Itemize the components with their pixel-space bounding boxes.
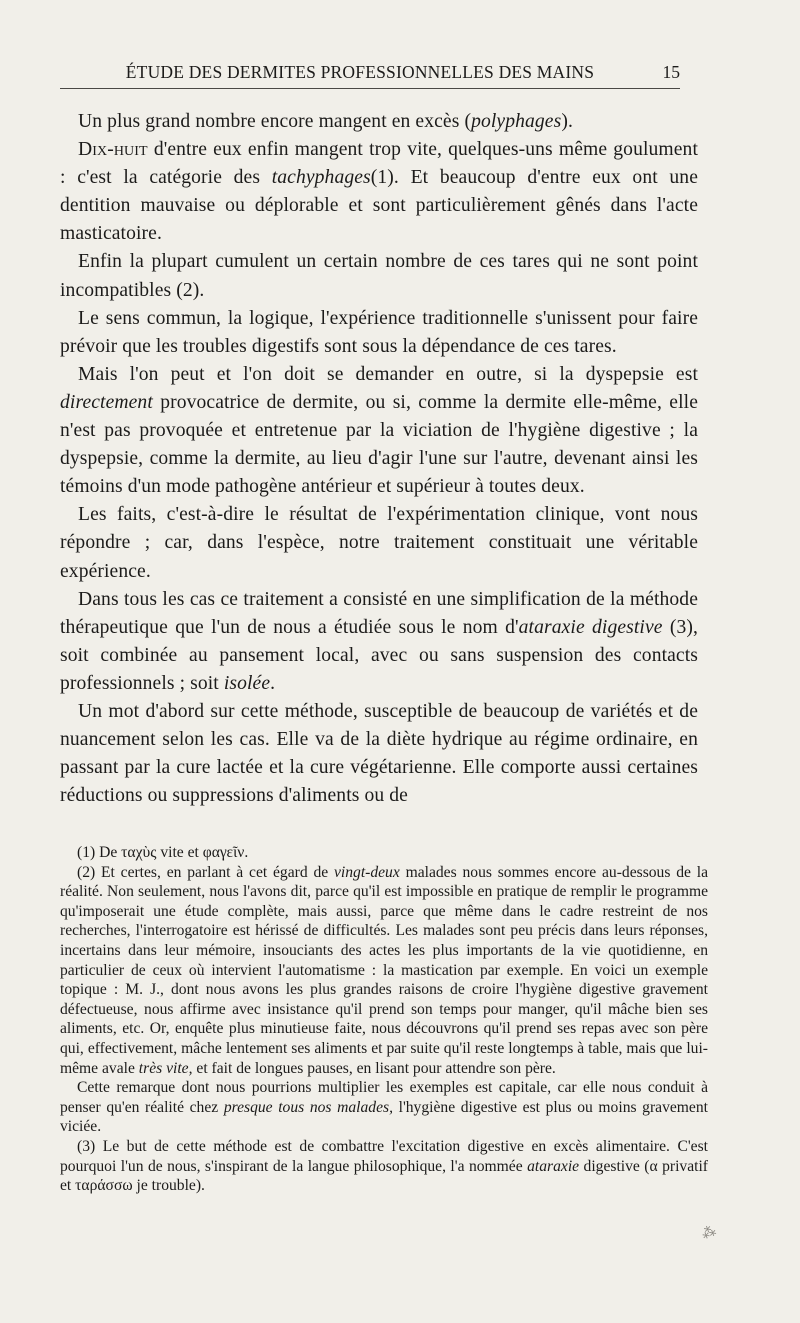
footnote-3: (3) Le but de cette méthode est de combattre l'excitation digestive en excès alimentaire. C'est pourquoi l'un de nous, s'inspirant de la langue philosophique, l'a nommée ataraxie digestive (α privatif et ταράσσω je trouble). [60,1137,708,1195]
page-number: 15 [662,62,680,82]
paragraph-5: Mais l'on peut et l'on doit se demander en outre, si la dyspepsie est directement provocatrice de dermite, ou si, comme la dermite elle-même, elle n'est pas provoquée et entretenue par la viciation de l'hygiène digestive ; la dyspepsie, comme la dermite, au lieu d'agir l'une sur l'autre, devenant ainsi les témoins d'un mode pathogène antérieur et supérieur à toutes deux. [60,363,698,498]
footnote-2: (2) Et certes, en parlant à cet égard de vingt-deux malades nous sommes encore au-dessous de la réalité. Non seulement, nous l'avons dit, parce qu'il est impossible en pratique de remplir le programme qu'imposerait une étude complète, mais aussi, parce que même dans le cadre restreint de nos recherches, l'interrogatoire est hérissé de difficultés. Les malades sont peu précis dans leurs réponses, incertains dans leur mémoire, insouciants des actes les plus importants de la vie quotidienne, en particulier de ceux où intervient l'automatisme : la mastication par exemple. En voici un exemple topique : M. J., dont nous avons les plus grandes raisons de croire l'hygiène digestive gravement défectueuse, nous affirme avec insistance qu'il prend son temps pour manger, qu'il mâche bien ses aliments, etc. Or, enquête plus minutieuse faite, nous découvrons qu'il prend ses repas avec son père qui, effectivement, mâche lentement ses aliments et par suite qu'il reste longtemps à table, mais que lui-même avale très vite, et fait de longues pauses, en lisant pour attendre son père. [60,863,709,1077]
paragraph-2: Dix-huit d'entre eux enfin mangent trop vite, quelques-uns même goulument : c'est la catégorie des tachyphages(1). Et beaucoup d'entre eux ont une dentition mauvaise ou déplorable et sont particulièrement gênés dans l'acte masticatoire. [60,139,699,245]
footnote-2-continued: Cette remarque dont nous pourrions multiplier les exemples est capitale, car elle nous conduit à penser qu'en réalité chez presque tous nos malades, l'hygiène digestive est plus ou moins gravement viciée. [60,1079,708,1136]
paragraph-7: Dans tous les cas ce traitement a consisté en une simplification de la méthode thérapeutique que l'un de nous a étudiée sous le nom d'ataraxie digestive (3), soit combinée au pansement local, avec ou sans suspension des contacts professionnels ; soit isolée. [60,588,698,694]
footnotes [60,843,708,1196]
paragraph-1: Un plus grand nombre encore mangent en excès (polyphages). [78,111,573,132]
running-title: ÉTUDE DES DERMITES PROFESSIONNELLES DES MAINS [125,62,595,82]
main-text [60,108,698,810]
paragraph-3: Enfin la plupart cumulent un certain nombre de ces tares qui ne sont point incompatibles (2). [60,251,698,301]
footnote-1: (1) De ταχὺς vite et φαγεῖν. [77,844,249,861]
printer-ornament-icon: ⁂ [699,1223,719,1243]
paragraph-6: Les faits, c'est-à-dire le résultat de l'expérimentation clinique, vont nous répondre ; car, dans l'espèce, notre traitement constituait une véritable expérience. [60,504,698,582]
running-header [60,60,680,89]
paragraph-4: Le sens commun, la logique, l'expérience traditionnelle s'unissent pour faire prévoir que les troubles digestifs sont sous la dépendance de ces tares. [60,307,698,357]
paragraph-8: Un mot d'abord sur cette méthode, susceptible de beaucoup de variétés et de nuancement selon les cas. Elle va de la diète hydrique au régime ordinaire, en passant par la cure lactée et la cure végétarienne. Elle comporte aussi certaines réductions ou suppressions d'aliments ou de [60,700,698,807]
